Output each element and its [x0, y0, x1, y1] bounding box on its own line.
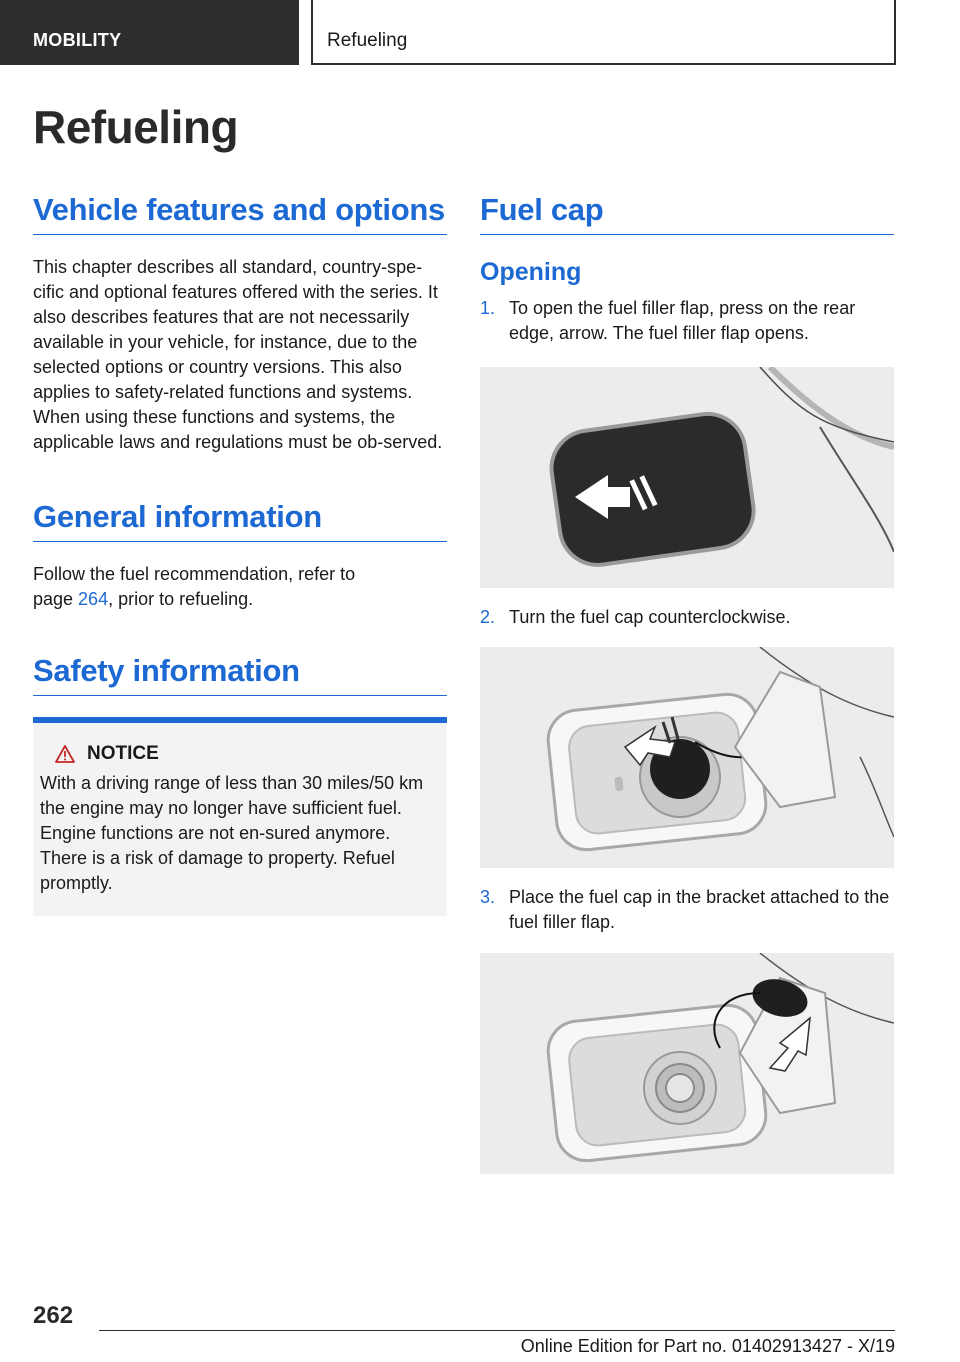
notice-header [40, 743, 439, 765]
fuel-cap-bracket-illustration [480, 953, 894, 1174]
fuel-cap-turn-illustration [480, 647, 894, 868]
general-info-heading: General information [33, 499, 447, 542]
general-info-paragraph: Follow the fuel recommendation, refer to page 264, prior to refueling. [33, 564, 356, 609]
footer-rule [99, 1330, 895, 1331]
fuel-flap-closed-illustration [480, 367, 894, 588]
header-topic-tab [311, 0, 896, 65]
fuel-cap-bracket-image [480, 953, 894, 1174]
notice-label: NOTICE [87, 743, 159, 764]
notice-text: With a driving range of less than 30 miles/50 km the engine may no longer have sufficient fuel. Engine functions are not en-sured anymore. There is a risk of damage to property. Refuel promptly. [40, 773, 424, 893]
notice-box [33, 717, 447, 916]
warning-triangle-icon [55, 745, 75, 763]
header-section-label: MOBILITY [33, 30, 122, 50]
page-title: Refueling [33, 101, 239, 153]
fuel-flap-closed-image [480, 367, 894, 588]
left-column [33, 192, 447, 916]
footer-edition: Online Edition for Part no. 01402913427 - X/19 [520, 1336, 895, 1356]
page-number: 262 [33, 1302, 74, 1329]
header-topic-label: Refueling [327, 30, 408, 51]
opening-subheading: Opening [480, 258, 582, 286]
features-heading: Vehicle features and options [33, 192, 447, 235]
safety-info-heading: Safety information [33, 653, 447, 696]
fuel-cap-heading: Fuel cap [480, 192, 894, 235]
features-paragraph: This chapter describes all standard, country-spe-cific and optional features offered with the series. It also describes features that are not necessarily available in your vehicle, for instance, due to the selected options or country versions. This also applies to safety-related functions and systems. When using these functions and systems, the applicable laws and regulations must be ob-served. [33, 257, 443, 452]
page-link[interactable]: 264 [78, 589, 109, 609]
header-section-tab [0, 0, 299, 65]
step-1: 1. To open the fuel filler flap, press on the rear edge, arrow. The fuel filler flap opens. [480, 298, 856, 343]
fuel-cap-turn-image [480, 647, 894, 868]
step-2: 2. Turn the fuel cap counterclockwise. [480, 607, 791, 627]
step-3: 3. Place the fuel cap in the bracket attached to the fuel filler flap. [480, 887, 890, 932]
right-column [480, 192, 894, 1174]
